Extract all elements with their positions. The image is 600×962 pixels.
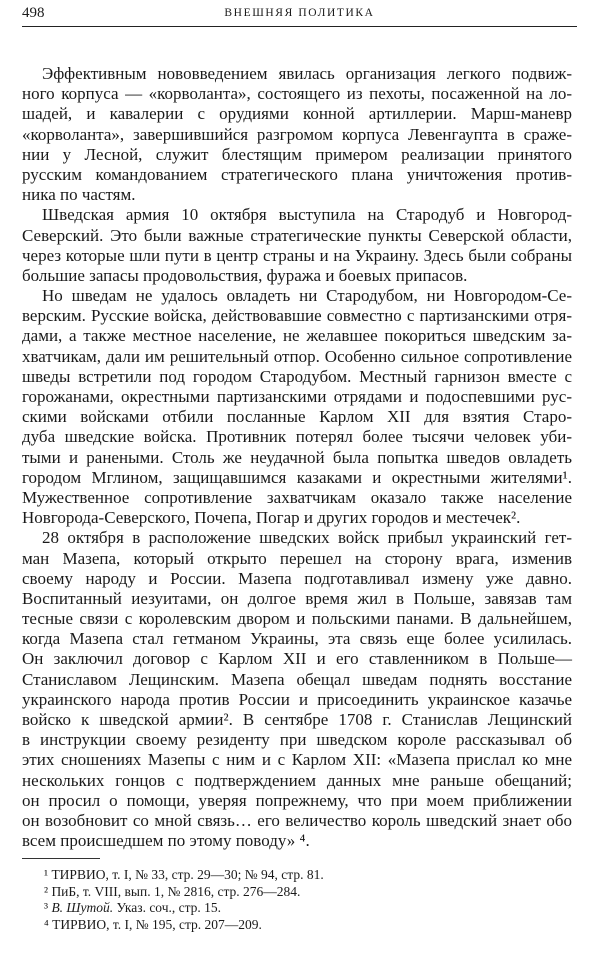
- text-line: Северский. Это были важные стратегические пункты Северской области,: [22, 225, 572, 245]
- text-line: шадей, и кавалерии с орудиями конной артиллерии. Марш-маневр: [22, 104, 572, 124]
- text-line: дуба шведские войска. Противник потерял более тысячи человек уби-: [22, 427, 572, 447]
- text-line: он просил о помощи, уверяя попрежнему, что при моем приближении: [22, 790, 572, 810]
- text-line: этих сношениях Мазепы с ним и с Карлом XII: «Мазепа прислал ко мне: [22, 750, 572, 770]
- text-line: Станиславом Лещинским. Мазепа обещал шведам поднять восстание: [22, 669, 572, 689]
- running-header: [22, 5, 577, 25]
- footnote: [44, 867, 324, 884]
- text-line: Эффективным нововведением явилась организация легкого подвиж-: [42, 64, 572, 83]
- text-line: верским. Русские войска, действовавшие совместно с партизанскими отря-: [22, 306, 572, 326]
- header-rule: [22, 26, 577, 27]
- text-line: шведы встретили под городом Стародубом. Местный гарнизон вместе с: [22, 366, 572, 386]
- paragraph: [22, 528, 572, 851]
- text-line: когда Мазепа стал гетманом Украины, эта связь еще более усилилась.: [22, 629, 572, 649]
- footnote: [44, 900, 324, 917]
- text-line: своему народу и России. Мазепа подготавливал измену уже давно.: [22, 568, 572, 588]
- text-line: тыми и ранеными. Столь же неудачной была попытка шведов овладеть: [22, 447, 572, 467]
- footnote: [44, 884, 324, 901]
- text-line: Воспитанный иезуитами, он долгое время жил в Польше, завязав там: [22, 588, 572, 608]
- text-line: украинского народа против России и присоединить украинское казачье: [22, 689, 572, 709]
- text-line: 28 октября в расположение шведских войск прибыл украинский гет-: [42, 528, 572, 548]
- footnote-mark: ³: [44, 900, 49, 916]
- page-number: 498: [22, 5, 45, 21]
- text-line: русским командованием стратегического плана уничтожения против-: [22, 164, 572, 184]
- text-line: нии у Лесной, служит блестящим примером реализации принятого: [22, 144, 572, 164]
- text-line: ного корпуса — «корволанта», состоящего из пехоты, посаженной на ло-: [22, 84, 572, 104]
- footnote: [44, 917, 324, 934]
- text-line: Мужественное сопротивление захватчикам оказало также население: [22, 487, 572, 507]
- text-line: всем происшедшем по этому поводу» ⁴.: [22, 831, 310, 851]
- footnote-mark: ²: [44, 883, 49, 899]
- text-line: в инструкции своему резиденту при шведском короле рассказывал об: [22, 730, 572, 750]
- footnote-divider: [22, 858, 100, 859]
- text-line: Он заключил договор с Карлом XII и его ставленником в Польше—: [22, 649, 572, 669]
- paragraph: [22, 205, 572, 286]
- body-text: [22, 64, 572, 851]
- text-line: ника по частям.: [22, 185, 136, 205]
- footnote-text: ТИРВИО, т. I, № 195, стр. 207—209.: [52, 916, 262, 932]
- footnote-text: ПиБ, т. VIII, вып. 1, № 2816, стр. 276—284.: [51, 883, 301, 899]
- paragraph: [22, 64, 572, 205]
- paragraph: [22, 286, 572, 528]
- text-line: нескольких гонцов с подтверждением данных мне раньше обещаний;: [22, 770, 572, 790]
- text-line: Шведская армия 10 октября выступила на Стародуб и Новгород-: [42, 205, 572, 225]
- text-line: большие запасы продовольствия, фуража и боевых припасов.: [22, 265, 468, 285]
- footnote-mark: ⁴: [44, 916, 49, 932]
- text-line: городом Мглином, защищавшимся казаками и окрестными жителями¹.: [22, 467, 572, 487]
- text-line: «корволанта», завершившийся разгромом корпуса Левенгаупта в сраже-: [22, 124, 572, 144]
- running-title: ВНЕШНЯЯ ПОЛИТИКА: [224, 7, 375, 19]
- text-line: через которые шли пути в центр страны и на Украину. Здесь были собраны: [22, 245, 572, 265]
- text-line: горожанами, окрестными партизанскими отрядами и подоспевшими рус-: [22, 387, 572, 406]
- text-line: тесные связи с королевским двором и польскими панами. В дальнейшем,: [22, 609, 572, 629]
- footnotes: [44, 867, 324, 933]
- text-line: войско к шведской армии². В сентябре 1708 г. Станислав Лещинский: [22, 710, 572, 729]
- footnote-text: Указ. соч., стр. 15.: [116, 900, 222, 916]
- text-line: хватчикам, дали им решительный отпор. Особенно сильное сопротивление: [22, 346, 572, 366]
- text-line: он возобновит со мной связь… его величество король шведский знает обо: [22, 810, 572, 830]
- footnote-author: В. Шутой.: [51, 900, 114, 916]
- text-line: скими войсками отбили посланные Карлом XII для взятия Старо-: [22, 407, 572, 427]
- footnote-mark: ¹: [44, 867, 49, 882]
- text-line: дами, а также местное население, не желавшее покориться шведским за-: [22, 326, 572, 346]
- text-line: Новгорода-Северского, Почепа, Погар и других городов и местечек².: [22, 508, 521, 528]
- footnote-text: ТИРВИО, т. I, № 33, стр. 29—30; № 94, стр. 81.: [51, 867, 324, 882]
- text-line: Но шведам не удалось овладеть ни Стародубом, ни Новгородом-Се-: [42, 286, 572, 306]
- text-line: ман Мазепа, который открыто перешел на сторону врага, изменив: [22, 548, 572, 568]
